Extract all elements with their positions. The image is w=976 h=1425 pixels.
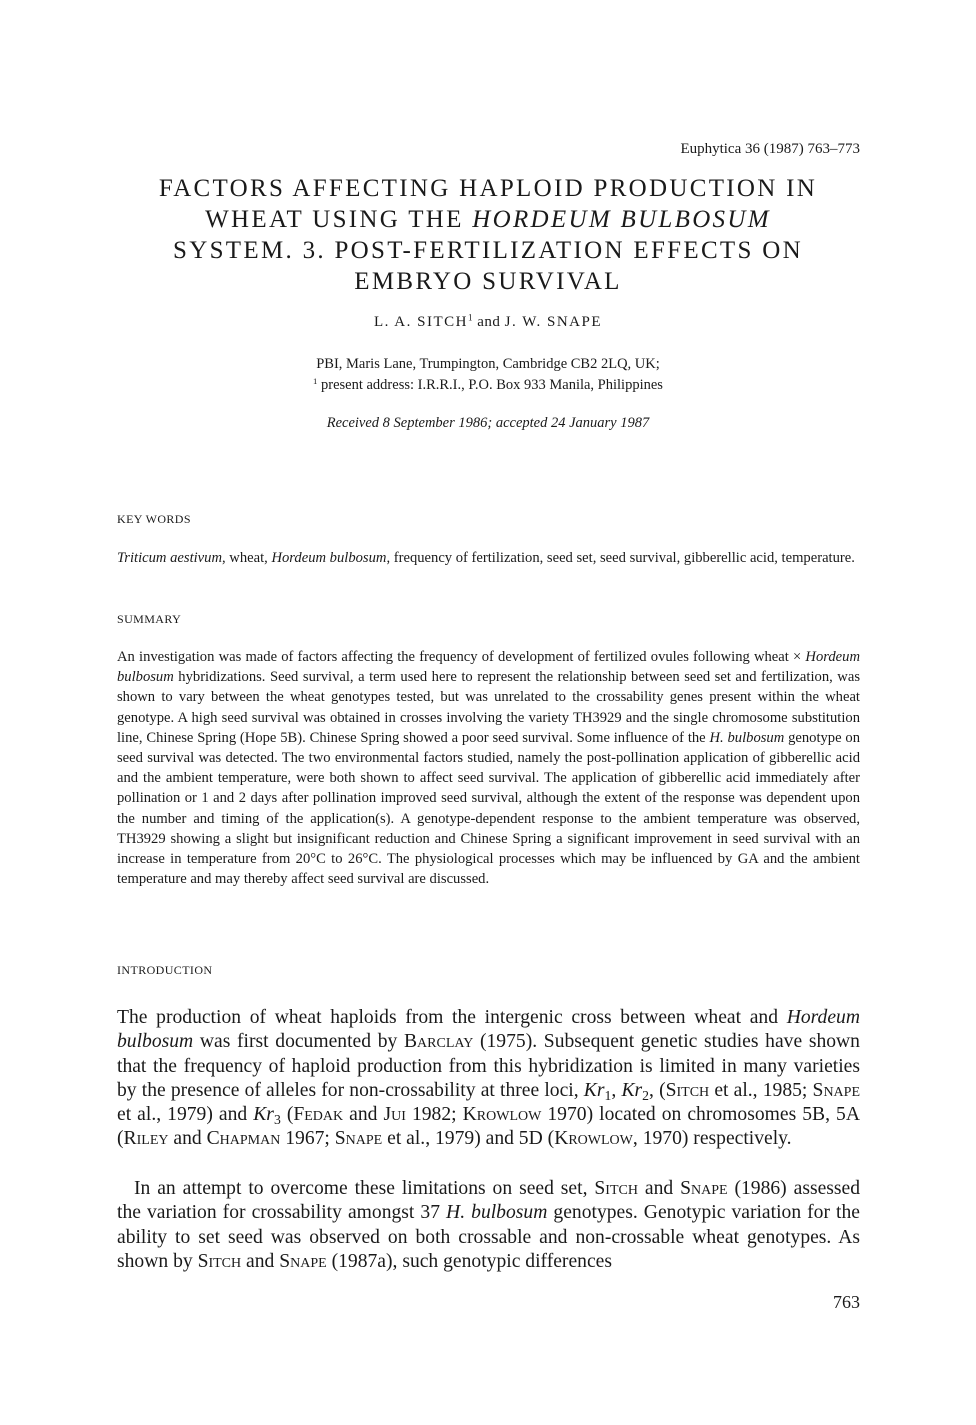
text-run: and	[343, 1104, 384, 1126]
author-1: L. A. SITCH	[373, 314, 468, 330]
intro-paragraph-2	[117, 1177, 860, 1274]
text-run: Kr	[621, 1079, 643, 1101]
text-run: , 1970) respectively.	[632, 1128, 792, 1150]
text-run: Kr	[583, 1079, 605, 1101]
text-run: et al., 1985;	[709, 1079, 813, 1101]
affiliation-line-2: $^1$ present address: I.R.R.I., P.O. Box 933 Manila, Philippines	[313, 375, 663, 393]
text-run: Hordeum bulbosum	[117, 1007, 860, 1053]
text-run: Krowlow	[554, 1128, 633, 1150]
affiliation-line-1: PBI, Maris Lane, Trumpington, Cambridge CB2 2LQ, UK;	[316, 356, 660, 372]
text-run: ,	[611, 1079, 622, 1101]
keywords-heading: KEY WORDS	[117, 512, 191, 526]
text-run: Jui	[383, 1104, 406, 1126]
text-run: Kr	[253, 1104, 274, 1126]
text-run: Sitch	[665, 1079, 710, 1101]
text-run: Krowlow	[462, 1104, 542, 1126]
page-number: 763	[833, 1292, 860, 1312]
summary-text: An investigation was made of factors affecting the frequency of development of fertilized ovules following wheat × Hordeum bulbosum hybridizations. Seed survival, a term used here to represent the relationship between seed set and fertilization, was shown to vary between the wheat genotypes tested, but was unrelated to the crossability genes present within the wheat genotype. A high seed survival was obtained in crosses involving the variety TH3929 and the single chromosome substitution line, Chinese Spring (Hope 5B). Chinese Spring showed a poor seed survival. Some influence of the H. bulbosum genotype on seed survival was detected. The two environmental factors studied, namely the post-pollination application of gibberellic acid and the ambient temperature, were both shown to affect seed survival. The application of gibberellic acid immediately after pollination or 1 and 2 days after pollination improved seed survival, although the extent of the response was dependent upon the number and timing of the application(s). A genotype-dependent response to the ambient temperature was observed, TH3929 showing a slight but insignificant reduction and Chinese Spring a significant improvement in seed survival with an increase in temperature from 20°C to 26°C. The physiological processes which may be influenced by GA and the ambient temperature and may thereby affect seed survival are discussed.	[117, 649, 860, 888]
text-run: genotypes. Genotypic variation for the ability to set seed was observed on both crossable and non-crossable wheat genotypes. As shown by	[117, 1202, 860, 1272]
author-2: J. W. SNAPE	[504, 314, 603, 330]
text-run: 1	[604, 1088, 612, 1103]
text-run: and	[637, 1178, 681, 1199]
text-run: In an attempt to overcome these limitations on seed set,	[134, 1178, 595, 1199]
text-run: Riley	[123, 1128, 169, 1150]
text-run: 1982;	[405, 1104, 463, 1126]
affiliation	[0, 354, 976, 396]
text-run: Sitch	[197, 1250, 242, 1272]
text-run: Snape	[680, 1178, 728, 1199]
journal-reference: Euphytica 36 (1987) 763–773	[680, 141, 860, 157]
text-run: Sitch	[594, 1178, 638, 1199]
text-run: and	[168, 1128, 207, 1150]
text-run: , (	[649, 1079, 666, 1101]
author-line: L. A. SITCH$^1$ and J. W. SNAPE	[373, 312, 603, 330]
title-line-4: EMBRYO SURVIVAL	[354, 268, 622, 295]
text-run: Snape	[334, 1128, 383, 1150]
text-run: 1970) located on chromosomes 5B, 5A (	[117, 1104, 860, 1150]
title-species-italic: HORDEUM BULBOSUM	[472, 206, 771, 233]
received-dates: Received 8 September 1986; accepted 24 January 1987	[326, 415, 650, 431]
intro-paragraph-1	[117, 1006, 860, 1152]
title-line-3: SYSTEM. 3. POST-FERTILIZATION EFFECTS ON	[173, 237, 803, 264]
text-run: was first documented by	[193, 1031, 404, 1053]
text-run: (1975). Subsequent genetic studies have shown that the frequency of haploid production from this hybridization is limited in many varieties by the presence of alleles for non-crossability at three loci,	[117, 1031, 860, 1101]
text-run: (1987a), such genotypic differences	[326, 1250, 612, 1272]
article-title	[80, 173, 896, 297]
text-run: Barclay	[403, 1031, 474, 1053]
text-run: H. bulbosum	[446, 1202, 548, 1224]
text-run: et al., 1979) and 5D (	[382, 1128, 555, 1150]
text-run: Fedak	[293, 1104, 344, 1126]
text-run: Chapman	[206, 1128, 281, 1150]
title-line-2: WHEAT USING THE HORDEUM BULBOSUM	[205, 206, 771, 233]
introduction-heading: INTRODUCTION	[117, 963, 213, 977]
text-run: 3	[273, 1112, 281, 1128]
text-run: (1986) assessed the variation for crossability amongst 37	[117, 1178, 861, 1224]
text-run: Snape	[279, 1250, 327, 1272]
text-run: 2	[642, 1088, 649, 1103]
title-line-1: FACTORS AFFECTING HAPLOID PRODUCTION IN	[158, 175, 818, 202]
summary-heading: SUMMARY	[117, 612, 182, 626]
text-run: and	[241, 1250, 280, 1272]
text-run: Snape	[812, 1079, 861, 1101]
text-run: 1967;	[280, 1128, 335, 1150]
keywords-text: Triticum aestivum, wheat, Hordeum bulbosum, frequency of fertilization, seed set, seed survival, gibberellic acid, temperature.	[117, 550, 855, 566]
text-run: The production of wheat haploids from the intergenic cross between wheat and	[117, 1007, 787, 1028]
author-1-footnote-mark: 1	[467, 312, 473, 323]
text-run: (	[280, 1104, 294, 1126]
text-run: et al., 1979) and	[117, 1104, 254, 1126]
